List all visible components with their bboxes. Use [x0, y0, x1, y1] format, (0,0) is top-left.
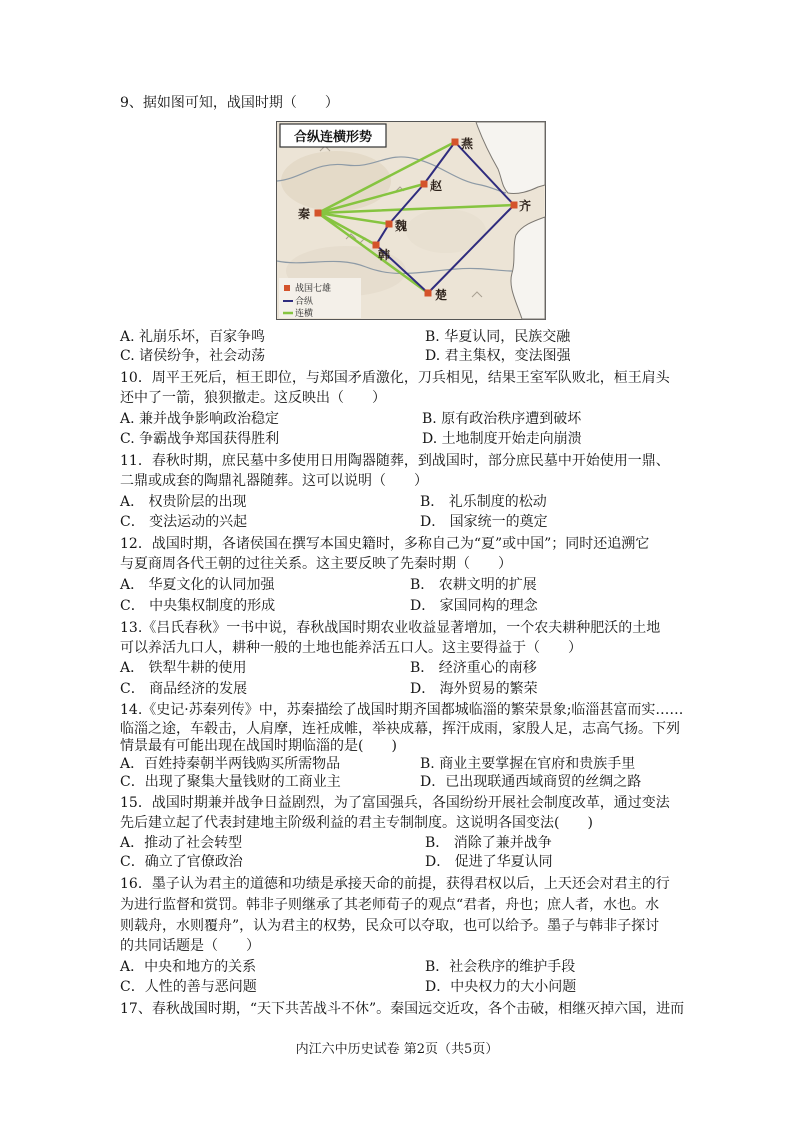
state-marker-yan — [452, 139, 459, 146]
q17-stem-line-1: 17、春秋战国时期，“天下共苦战斗不休”。秦国远交近攻，各个击破，相继灭掉六国，进而 — [120, 1001, 685, 1017]
q14-stem-line-2: 临淄之途，车毂击，人肩摩，连衽成帷，举袂成幕，挥汗成雨，家殷人足，志高气扬。下列 — [120, 721, 680, 737]
terrain-patch — [281, 151, 391, 211]
q15-option-d: D． 促进了华夏认同 — [425, 854, 553, 870]
q16-stem-line-4: 的共同话题是（ ） — [120, 938, 260, 954]
q12-stem-line-2: 与夏商周各代王朝的过往关系。这主要反映了先秦时期（ ） — [120, 556, 512, 572]
state-marker-qi — [511, 202, 518, 209]
q13-option-a: A． 铁犁牛耕的使用 — [120, 660, 247, 676]
q15-option-b: B． 消除了兼并战争 — [425, 835, 552, 851]
q15-option-c: C．确立了官僚政治 — [120, 854, 243, 870]
q16-stem-line-2: 为进行监督和赏罚。韩非子则继承了其老师荀子的观点“君者，舟也；庶人者，水也。水 — [120, 897, 660, 913]
state-label-chu: 楚 — [435, 288, 448, 302]
q9-option-c: C. 诸侯纷争，社会动荡 — [120, 348, 266, 364]
q10-option-b: B. 原有政治秩序遭到破坏 — [422, 411, 582, 427]
state-marker-zhao — [421, 181, 428, 188]
q12-option-d: D． 家国同构的理念 — [410, 598, 538, 614]
q10-option-c: C. 争霸战争郑国获得胜利 — [120, 431, 280, 447]
legend-hezong-label: 合纵 — [295, 297, 314, 307]
q12-stem-line-1: 12．战国时期，各诸侯国在撰写本国史籍时，多称自己为“夏”或中国”；同时还追溯它 — [120, 536, 650, 552]
q13-stem-line-2: 可以养活九口人，耕种一般的土地也能养活五口人。这主要得益于（ ） — [120, 640, 582, 656]
q9-stem-line-1: 9、据如图可知，战国时期（ ） — [120, 95, 339, 111]
q11-option-a: A． 权贵阶层的出现 — [120, 494, 247, 510]
q12-option-b: B． 农耕文明的扩展 — [410, 577, 537, 593]
q9-option-d: D. 君主集权，变法图强 — [425, 348, 571, 364]
state-label-yan: 燕 — [461, 137, 474, 151]
q13-option-c: C． 商品经济的发展 — [120, 681, 248, 697]
state-marker-wei — [386, 221, 393, 228]
legend-lianheng-label: 连横 — [295, 309, 314, 319]
q11-stem-line-2: 二鼎或成套的陶鼎礼器随葬。这可以说明（ ） — [120, 473, 428, 489]
q16-option-d: D．中央权力的大小问题 — [425, 979, 577, 995]
q11-option-d: D． 国家统一的奠定 — [420, 514, 548, 530]
q12-option-c: C． 中央集权制度的形成 — [120, 598, 276, 614]
q14-option-c: C．出现了聚集大量钱财的工商业主 — [120, 774, 341, 790]
q14-option-b: B. 商业主要掌握在官府和贵族手里 — [420, 756, 636, 772]
map-svg — [276, 121, 546, 320]
q9-option-b: B. 华夏认同，民族交融 — [425, 329, 571, 345]
q16-option-a: A．中央和地方的关系 — [120, 959, 257, 975]
q14-stem-line-3: 情景最有可能出现在战国时期临淄的是( ) — [120, 738, 397, 754]
q10-option-d: D. 土地制度开始走向崩溃 — [422, 431, 582, 447]
q10-stem-line-1: 10．周平王死后，桓王即位，与郑国矛盾激化，刀兵相见，结果王室军队败北，桓王肩头 — [120, 370, 670, 386]
state-label-wei: 魏 — [395, 219, 408, 233]
state-label-qi: 齐 — [519, 199, 532, 213]
map-legend — [279, 278, 361, 319]
q13-option-d: D． 海外贸易的繁荣 — [410, 681, 538, 697]
q14-option-a: A．百姓持秦朝半两钱购买所需物品 — [120, 756, 341, 772]
q16-stem-line-3: 则载舟，水则覆舟”，认为君主的权势，民众可以夺取，也可以给予。墨子与韩非子探讨 — [120, 918, 660, 934]
state-marker-qin — [315, 210, 322, 217]
q15-option-a: A．推动了社会转型 — [120, 835, 243, 851]
q10-option-a: A. 兼并战争影响政治稳定 — [120, 411, 280, 427]
q14-stem-line-1: 14.《史记·苏秦列传》中，苏秦描绘了战国时期齐国都城临淄的繁荣景象;临淄甚富而实…… — [120, 702, 684, 718]
q13-stem-line-1: 13.《吕氏春秋》一书中说，春秋战国时期农业收益显著增加，一个农夫耕种肥沃的土地 — [120, 620, 661, 636]
q15-stem-line-2: 先后建立起了代表封建地主阶级利益的君主专制制度。这说明各国变法( ) — [120, 815, 593, 831]
q16-option-b: B．社会秩序的维护手段 — [425, 959, 576, 975]
state-label-qin: 秦 — [298, 207, 311, 221]
legend-state-marker — [284, 285, 290, 291]
state-label-han: 韩 — [378, 248, 391, 262]
q10-stem-line-2: 还中了一箭，狼狈撤走。这反映出（ ） — [120, 390, 386, 406]
q11-stem-line-1: 11．春秋时期，庶民墓中多使用日用陶器随葬，到战国时，部分庶民墓中开始使用一鼎、 — [120, 453, 670, 469]
q12-option-a: A． 华夏文化的认同加强 — [120, 577, 275, 593]
q15-stem-line-1: 15．战国时期兼并战争日益剧烈，为了富国强兵，各国纷纷开展社会制度改革，通过变法 — [120, 795, 670, 811]
q11-option-b: B． 礼乐制度的松动 — [420, 494, 547, 510]
q13-option-b: B． 经济重心的南移 — [410, 660, 537, 676]
state-label-zhao: 赵 — [430, 179, 443, 193]
q9-option-a: A. 礼崩乐坏，百家争鸣 — [120, 329, 266, 345]
q16-option-c: C．人性的善与恶问题 — [120, 979, 257, 995]
q16-stem-line-1: 16．墨子认为君主的道德和功绩是承接天命的前提，获得君权以后，上天还会对君主的行 — [120, 876, 670, 892]
hezong-lianheng-map — [276, 121, 546, 320]
state-marker-chu — [425, 290, 432, 297]
q14-option-d: D．已出现联通西域商贸的丝绸之路 — [420, 774, 642, 790]
page-footer: 内江六中历史试卷 第2页（共5页） — [295, 1042, 499, 1057]
legend-states-label: 战国七雄 — [295, 284, 332, 294]
q11-option-c: C． 变法运动的兴起 — [120, 514, 248, 530]
map-title: 合纵连横形势 — [293, 130, 373, 145]
